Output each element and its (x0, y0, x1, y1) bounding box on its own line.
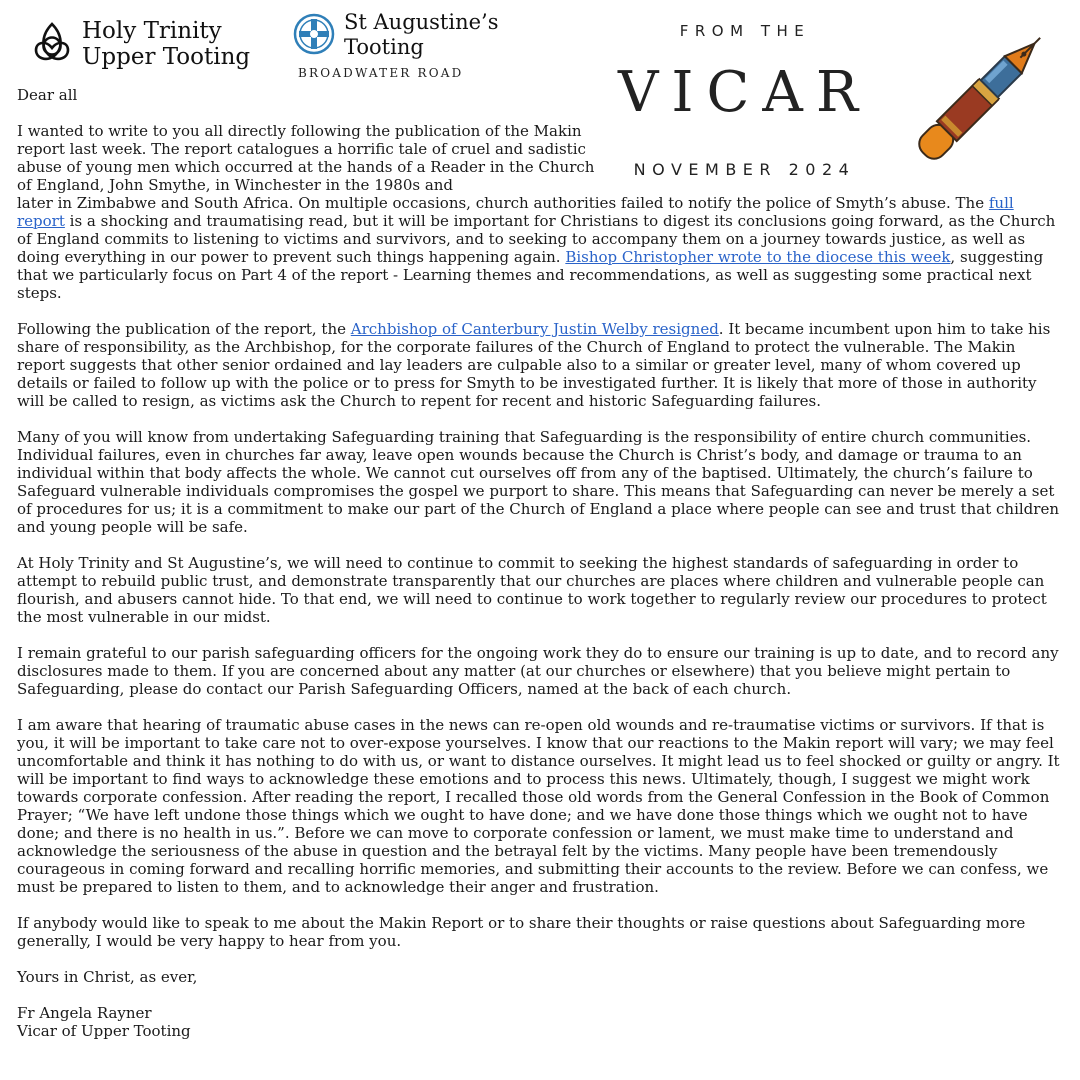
signature-name: Fr Angela Rayner (17, 1004, 152, 1022)
archbishop-resigned-link[interactable]: Archbishop of Canterbury Justin Welby resigned (350, 320, 719, 338)
paragraph-2: Following the publication of the report, the Archbishop of Canterbury Justin Welby resigned. It became incumbent upon him to take his share of responsibility, as the Archbishop, for the corporate failures of the Church of England to protect the vulnerable. The Makin report suggests that other senior ordained and lay leaders are culpable also to a similar or greater level, many of whom covered up details or failed to follow up with the police or to press for Smyth to be investigated further. It is likely that more of those in authority will be called to resign, as victims ask the Church to repent for recent and historic Safeguarding failures. (17, 320, 1051, 410)
full-report-link[interactable]: full report (17, 194, 1014, 230)
bishop-christopher-link[interactable]: Bishop Christopher wrote to the diocese this week (565, 248, 951, 266)
closing: Yours in Christ, as ever, (17, 968, 198, 986)
signature-title: Vicar of Upper Tooting (17, 1022, 191, 1040)
holy-trinity-name: Holy Trinity Upper Tooting (82, 18, 251, 70)
paragraph-3: Many of you will know from undertaking Safeguarding training that Safeguarding is the responsibility of entire church communities. Individual failures, even in churches far away, leave open wounds because the Church is Christ’s body, and damage or trauma to an individual within that body affects the whole. We cannot cut ourselves off from any of the baptised. Ultimately, the church’s failure to Safeguard vulnerable individuals compromises the gospel we purport to share. This means that Safeguarding can never be merely a set of procedures for us; it is a commitment to make our part of the Church of England a place where people can see and trust that children and young people will be safe. (17, 428, 1059, 536)
paragraph-4: At Holy Trinity and St Augustine’s, we will need to continue to commit to seeking the highest standards of safeguarding in order to attempt to rebuild public trust, and demonstrate transparently that our churches are places where children and vulnerable people can flourish, and abusers cannot hide. To that end, we will need to continue to work together to regularly review our procedures to protect the most vulnerable in our midst. (17, 554, 1047, 626)
st-augustine-name: St Augustine’s Tooting (344, 10, 499, 59)
issue-date: NOVEMBER 2024 (633, 160, 856, 179)
st-augustine-logo (292, 10, 499, 80)
holy-trinity-logo (28, 18, 250, 70)
letter-body (17, 86, 1063, 1040)
paragraph-1: later in Zimbabwe and South Africa. On multiple occasions, church authorities failed to notify the police of Smyth’s abuse. The full report is a shocking and traumatising read, but it will be important for Christians to digest its conclusions going forward, as the Church of England commits to listening to victims and survivors, and to seeking to accompany them on a journey towards justice, as well as doing everything in our power to prevent such things happening again. Bishop Christopher wrote to the diocese this week, suggesting that we particularly focus on Part 4 of the report - Learning themes and recommendations, as well as suggesting some practical next steps. (17, 194, 1056, 302)
from-the-heading: FROM THE (679, 22, 811, 40)
st-augustine-subtitle: BROADWATER ROAD (298, 66, 464, 80)
paragraph-7: If anybody would like to speak to me about the Makin Report or to share their thoughts or raise questions about Safeguarding more generally, I would be very happy to hear from you. (17, 914, 1026, 950)
paragraph-6: I am aware that hearing of traumatic abuse cases in the news can re-open old wounds and re-traumatise victims or survivors. If that is you, it will be important to take care not to over-expose yourselves. I know that our reactions to the Makin report will vary; we may feel uncomfortable and think it has nothing to do with us, or want to distance ourselves. It might lead us to feel shocked or guilty or angry. It will be important to find ways to acknowledge these emotions and to process this news. Ultimately, though, I suggest we might work towards corporate confession. After reading the report, I recalled those old words from the General Confession in the Book of Common Prayer; “We have left undone those things which we ought to have done; and we have done those things which we ought not to have done; and there is no health in us.”. Before we can move to corporate confession or lament, we must make time to understand and acknowledge the seriousness of the abuse in question and the betrayal felt by the victims. Many people have been tremendously courageous in coming forward and recalling horrific memories, and submitting their accounts to the review. Before we can confess, we must be prepared to listen to them, and to acknowledge their anger and frustration. (17, 716, 1060, 896)
paragraph-1-start: I wanted to write to you all directly following the publication of the Makin report last week. The report catalogues a horrific tale of cruel and sadistic abuse of young men which occurred at the hands of a Reader in the Church of England, John Smythe, in Winchester in the 1980s and (17, 122, 595, 194)
vicar-heading: VICAR (617, 60, 871, 125)
cross-emblem-icon (292, 10, 336, 60)
triquetra-icon (28, 18, 76, 70)
greeting: Dear all (17, 86, 78, 104)
paragraph-5: I remain grateful to our parish safeguarding officers for the ongoing work they do to ensure our training is up to date, and to record any disclosures made to them. If you are concerned about any matter (at our churches or elsewhere) that you believe might pertain to Safeguarding, please do contact our Parish Safeguarding Officers, named at the back of each church. (17, 644, 1059, 698)
